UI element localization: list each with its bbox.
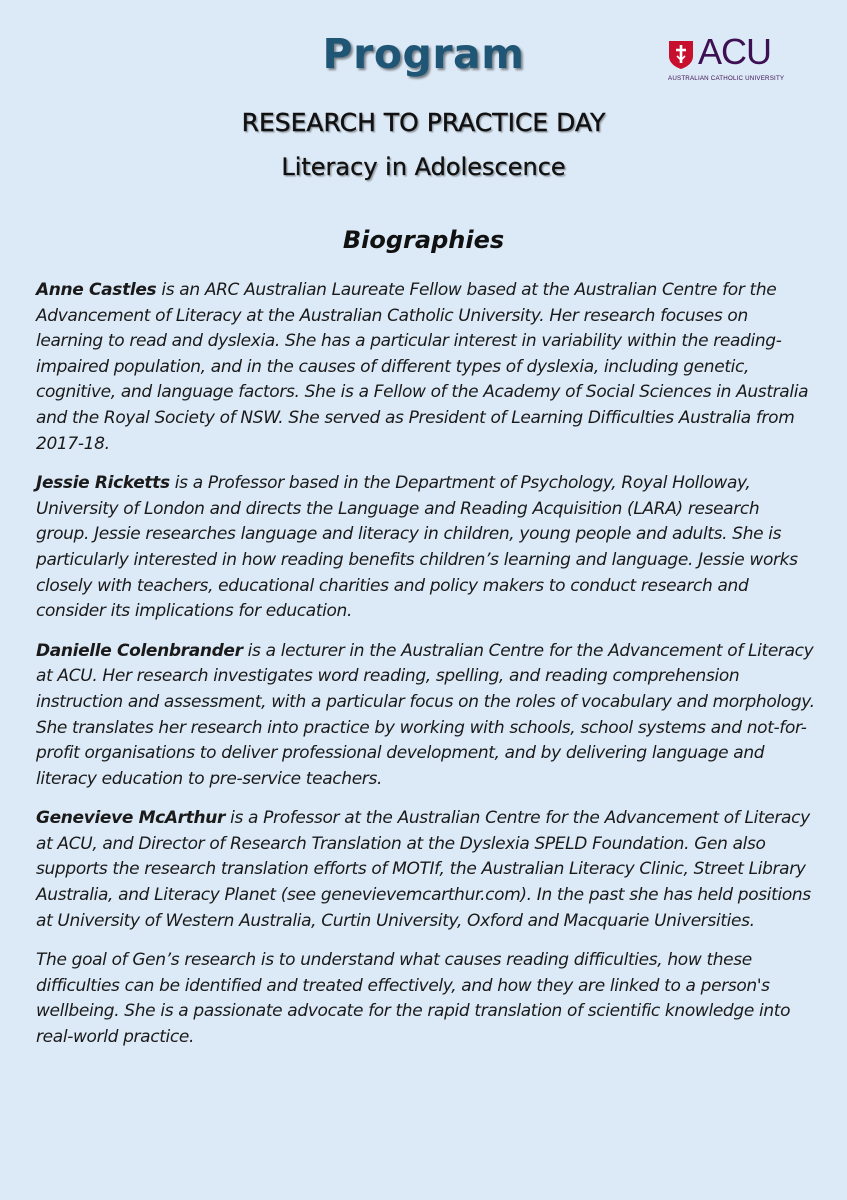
bio-text: is a Professor based in the Department of Psychology, Royal Holloway, University of London and directs the Language and Reading Acquisition (LARA) research group. Jessie researches language and literacy in children, young people and adults. She is particularly interested in how reading benefits children’s learning and language. Jessie works closely with teachers, educational charities and policy makers to conduct research and consider its implications for education. [36,473,798,622]
bio-paragraph [36,471,816,625]
bio-paragraph [36,806,816,934]
closing-paragraph: The goal of Gen’s research is to understand what causes reading difficulties, how these difficulties can be identified and treated effectively, and how they are linked to a person's wellbeing. She is a passionate advocate for the rapid translation of scientific knowledge into real-world practice. [36,950,791,1048]
bio-text: is a lecturer in the Australian Centre for the Advancement of Literacy at ACU. Her research investigates word reading, spelling, and reading comprehension instruction and assessment, with a particular focus on the roles of vocabulary and morphology. She translates her research into practice by working with schools, school systems and not-for-profit organisations to deliver professional development, and by delivering language and literacy education to pre-service teachers. [36,640,815,789]
bio-name: Danielle Colenbrander [36,640,243,661]
logo-subtitle: AUSTRALIAN CATHOLIC UNIVERSITY [668,75,785,82]
logo-text: ACU [698,31,772,72]
bio-name: Anne Castles [36,280,157,300]
acu-logo [668,31,796,84]
biographies [36,278,816,1065]
bio-name: Genevieve McArthur [36,808,226,829]
event-theme: Literacy in Adolescence [281,153,566,181]
shield-icon [668,40,694,70]
section-heading: Biographies [342,226,505,254]
bio-text: is an ARC Australian Laureate Fellow based at the Australian Centre for the Advancement of Literacy at the Australian Catholic University. Her research focuses on learning to read and dyslexia. She has a particular interest in variability within the reading-impaired population, and in the causes of different types of dyslexia, including genetic, cognitive, and language factors. She is a Fellow of the Academy of Social Sciences in Australia and the Royal Society of NSW. She served as President of Learning Difficulties Australia from 2017-18. [36,280,809,454]
bio-paragraph [36,639,816,793]
bio-text: is a Professor at the Australian Centre for the Advancement of Literacy at ACU, and Director of Research Translation at the Dyslexia SPELD Foundation. Gen also supports the research translation efforts of MOTIf, the Australian Literacy Clinic, Street Library Australia, and Literacy Planet (see genevievemcarthur.com). In the past she has held positions at University of Western Australia, Curtin University, Oxford and Macquarie Universities. [36,808,811,931]
bio-paragraph [36,278,816,457]
page-title: Program [322,30,525,78]
bio-name: Jessie Ricketts [36,473,170,494]
event-title: RESEARCH TO PRACTICE DAY [241,108,606,137]
